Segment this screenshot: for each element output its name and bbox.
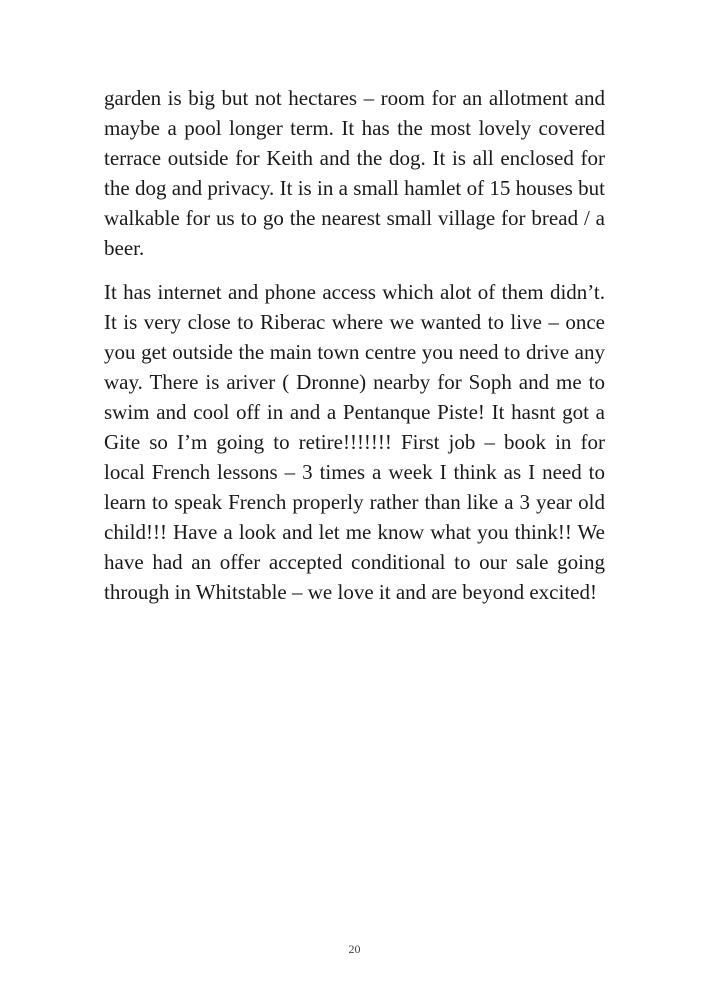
page-number: 20 [348, 942, 361, 956]
paragraph-2: It has internet and phone access which alot of them didn’t. It is very close to Riberac where we wanted to live – once you get outside the main town centre you need to drive any way. There is ariver ( Dronne) nearby for Soph and me to swim and cool off in and a Pentanque Piste! It hasnt got a Gite so I’m going to retire!!!!!!! First job – book in for local French lessons – 3 times a week I think as I need to learn to speak French properly rather than like a 3 year old child!!! Have a look and let me know what you think!! We have had an offer accepted conditional to our sale going through in Whitstable – we love it and are beyond excited! [104, 280, 605, 604]
paragraph-1: garden is big but not hectares – room for an allotment and maybe a pool longer term. It has the most lovely covered terrace outside for Keith and the dog. It is all enclosed for the dog and privacy. It is in a small hamlet of 15 houses but walkable for us to go the nearest small village for bread / a beer. [104, 86, 605, 260]
body-text [104, 83, 605, 621]
